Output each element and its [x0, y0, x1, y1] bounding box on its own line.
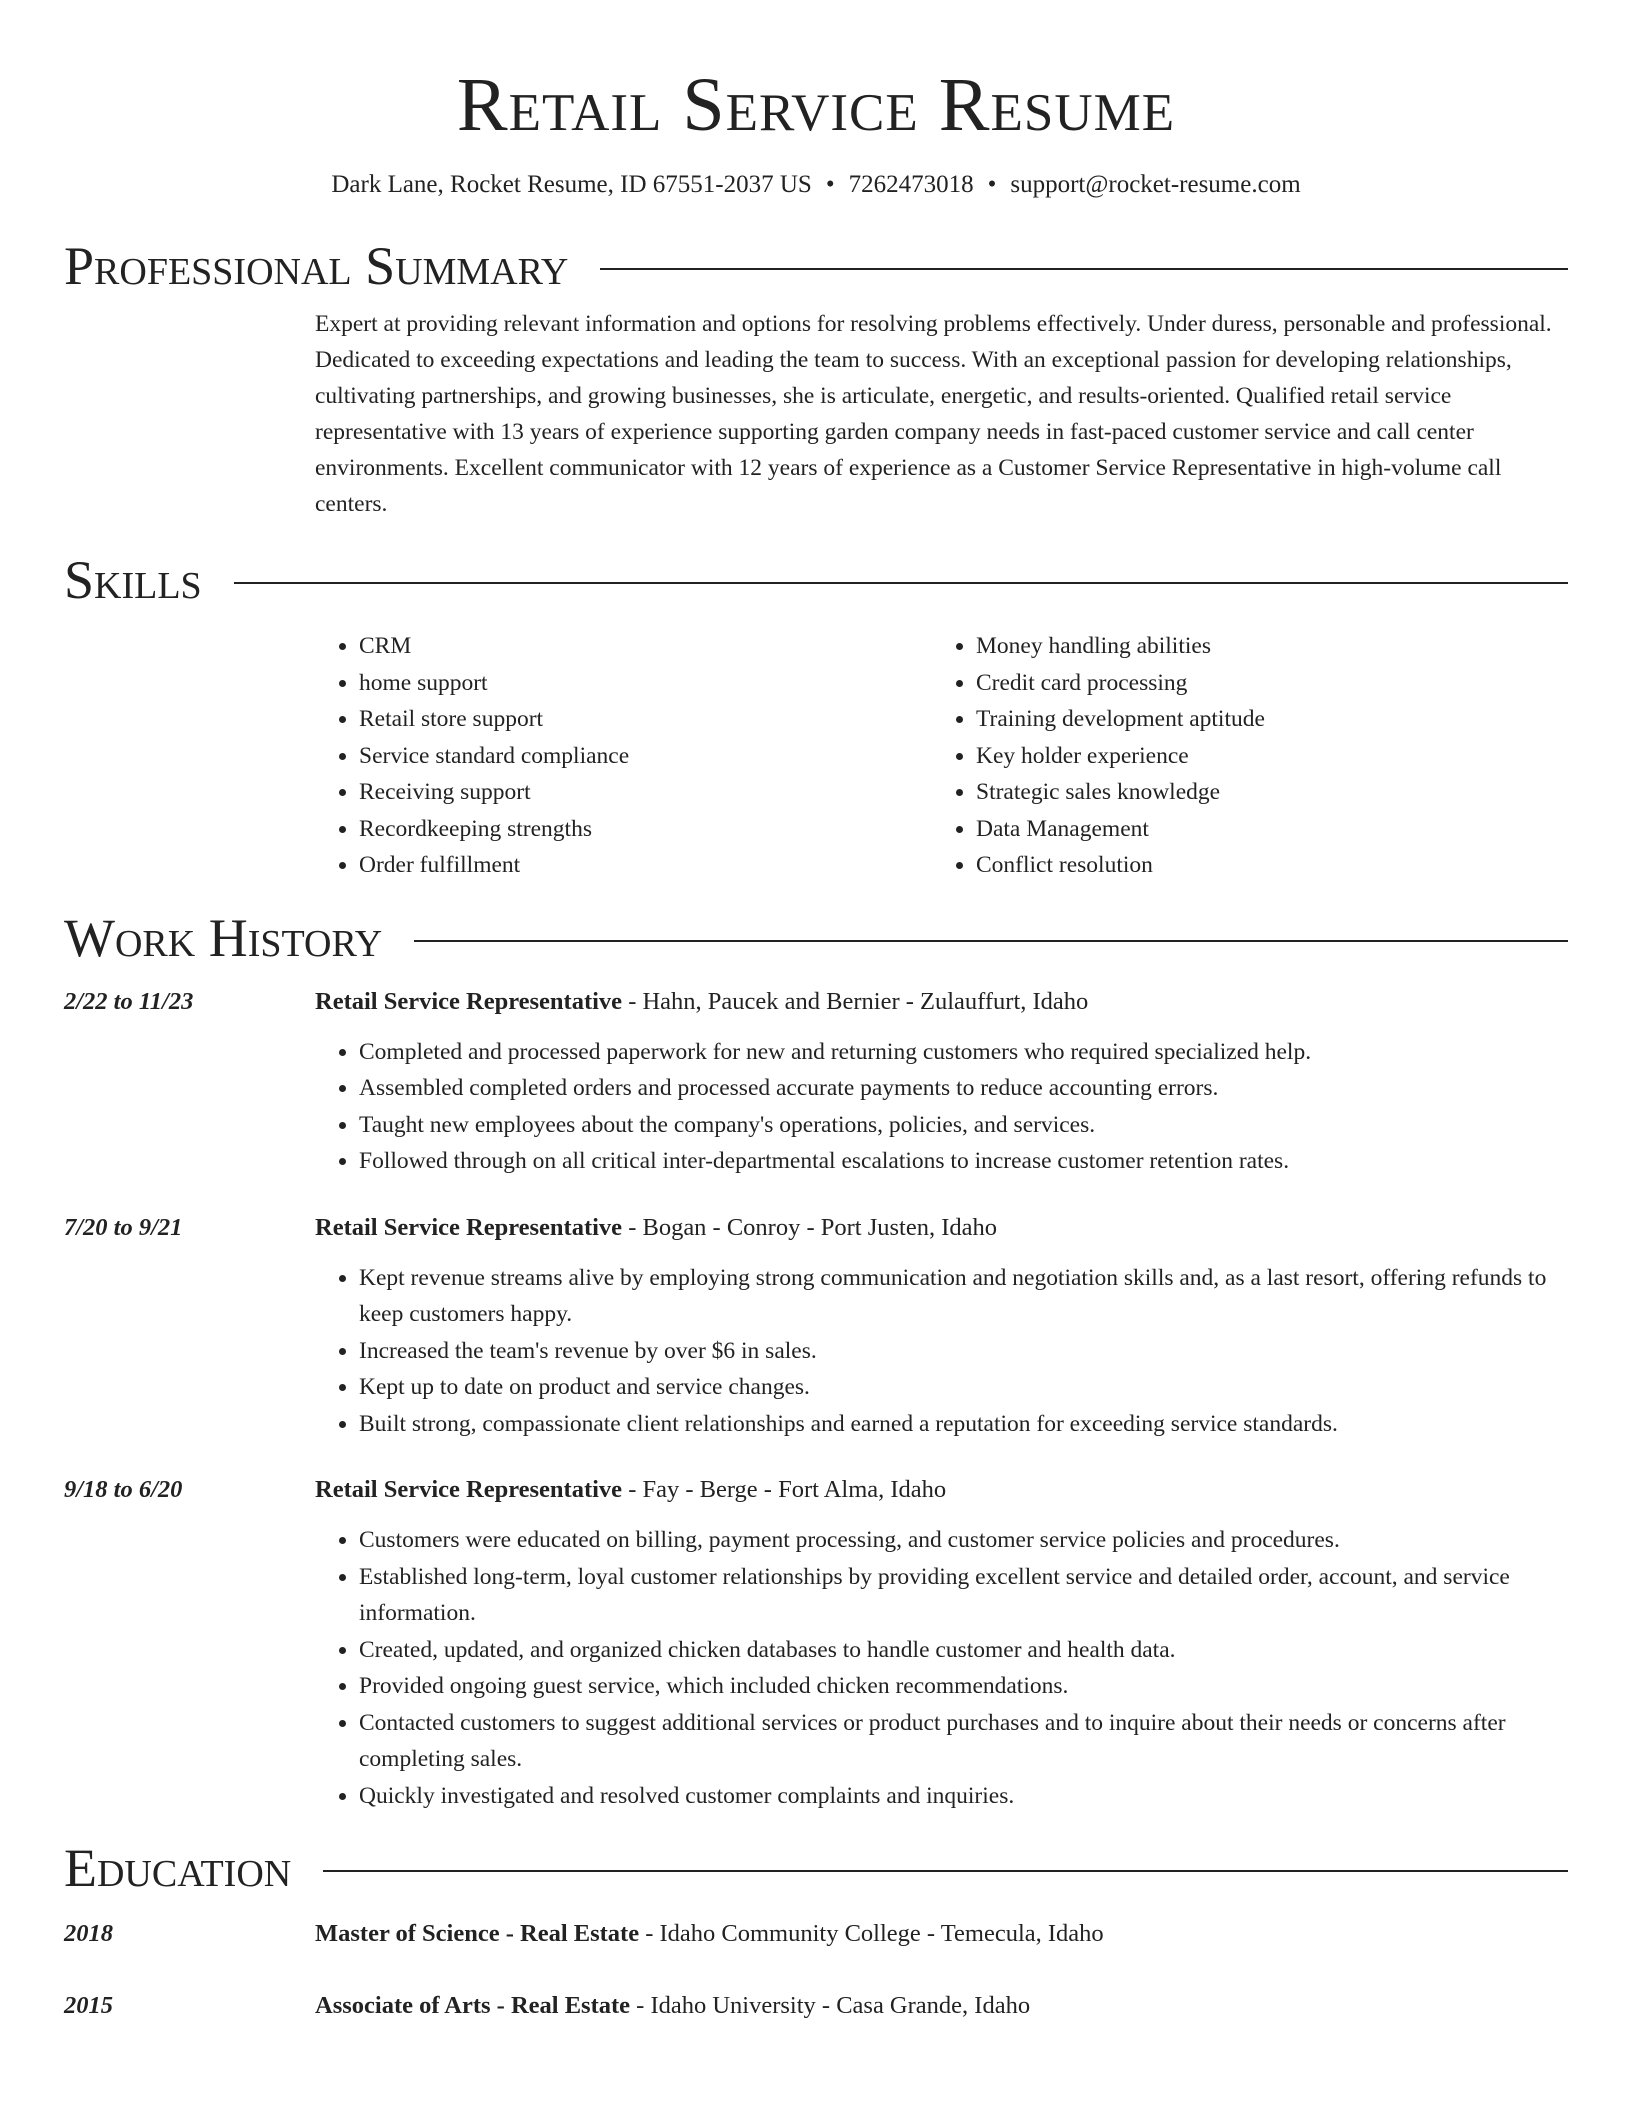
job-bullets — [315, 1260, 1568, 1443]
job-bullet: • Created, updated, and organized chicken databases to handle customer and health data. — [359, 1632, 1568, 1669]
education-degree: Master of Science - Real Estate — [315, 1920, 640, 1947]
section-divider — [414, 940, 1568, 942]
skill-item: • CRM — [359, 628, 932, 665]
job-bullet: • Followed through on all critical inter-departmental escalations to increase customer retention rates. — [359, 1143, 1568, 1180]
education-degree-line — [315, 1988, 1030, 2024]
skill-item: • home support — [359, 665, 932, 702]
job-details: - Fay - Berge - Fort Alma, Idaho — [622, 1476, 947, 1503]
summary-header — [64, 230, 1568, 302]
job-header — [64, 1472, 1568, 1508]
skill-item: • Money handling abilities — [976, 628, 1265, 665]
job-entry — [64, 984, 1568, 1180]
education-details: - Idaho Community College - Temecula, Idaho — [639, 1920, 1104, 1947]
resume-page — [64, 0, 1568, 2112]
work-title: Work History — [64, 907, 383, 968]
skill-item: • Order fulfillment — [359, 847, 932, 884]
skill-item: • Conflict resolution — [976, 847, 1265, 884]
phone: 7262473018 — [848, 171, 974, 198]
summary-section — [64, 230, 1568, 522]
address: Dark Lane, Rocket Resume, ID 67551-2037 US — [331, 171, 812, 198]
summary-text: Expert at providing relevant information and options for resolving problems effectively. Under duress, personable and professional. Dedicated to exceeding expectations and leading the team to success. With an exceptional passion for developing relationships, cultivating partnerships, and growing businesses, she is articulate, energetic, and results-oriented. Qualified retail service representative with 13 years of experience supporting garden company needs in fast-paced customer service and call center environments. Excellent communicator with 12 years of experience as a Customer Service Representative in high-volume call centers. — [315, 311, 1552, 517]
resume-title: Retail Service Resume — [456, 63, 1176, 147]
job-bullets — [315, 1522, 1568, 1814]
education-section — [64, 1832, 1568, 2024]
skills-header — [64, 544, 1568, 616]
job-body — [315, 1260, 1568, 1443]
education-year: 2015 — [64, 1992, 113, 2019]
education-title: Education — [64, 1838, 292, 1898]
summary-title: Professional Summary — [64, 236, 569, 296]
education-entry — [64, 1916, 1568, 1952]
job-header — [64, 1210, 1568, 1246]
job-bullet: • Assembled completed orders and processed accurate payments to reduce accounting errors. — [359, 1070, 1568, 1107]
job-dates: 7/20 to 9/21 — [64, 1213, 183, 1241]
job-title — [315, 1210, 997, 1246]
education-degree-line — [315, 1916, 1104, 1952]
job-body — [315, 1034, 1568, 1180]
job-role: Retail Service Representative — [315, 1213, 623, 1241]
job-details: - Bogan - Conroy - Port Justen, Idaho — [622, 1213, 998, 1241]
job-bullet: • Taught new employees about the company's operations, policies, and services. — [359, 1107, 1568, 1144]
job-bullets — [315, 1034, 1568, 1180]
job-header — [64, 984, 1568, 1020]
job-dates: 9/18 to 6/20 — [64, 1476, 183, 1503]
job-entry — [64, 1472, 1568, 1814]
work-section — [64, 902, 1568, 1815]
section-divider — [323, 1870, 1568, 1872]
skill-item: • Retail store support — [359, 701, 932, 738]
job-bullet: • Customers were educated on billing, payment processing, and customer service policies and procedures. — [359, 1522, 1568, 1559]
work-header — [64, 902, 1568, 974]
section-divider — [600, 268, 1568, 270]
job-details: - Hahn, Paucek and Bernier - Zulauffurt, Idaho — [622, 987, 1089, 1015]
education-entry — [64, 1988, 1568, 2024]
skill-item: • Service standard compliance — [359, 738, 932, 775]
contact-line — [64, 168, 1568, 202]
job-role: Retail Service Representative — [315, 987, 623, 1015]
job-bullet: • Provided ongoing guest service, which included chicken recommendations. — [359, 1668, 1568, 1705]
summary-body — [315, 306, 1568, 522]
skills-column-left — [315, 628, 932, 884]
contact-separator: • — [987, 171, 997, 198]
job-dates: 2/22 to 11/23 — [64, 987, 194, 1015]
contact-separator: • — [825, 171, 835, 198]
job-title — [315, 984, 1088, 1020]
job-bullet: • Completed and processed paperwork for new and returning customers who required specialized help. — [359, 1034, 1568, 1071]
skills-column-right — [932, 628, 1265, 884]
education-header — [64, 1832, 1568, 1904]
skill-item: • Key holder experience — [976, 738, 1265, 775]
job-bullet: • Kept up to date on product and service changes. — [359, 1369, 1568, 1406]
skill-item: • Credit card processing — [976, 665, 1265, 702]
job-bullet: • Increased the team's revenue by over $6 in sales. — [359, 1333, 1568, 1370]
job-entry — [64, 1210, 1568, 1443]
job-bullet: • Built strong, compassionate client relationships and earned a reputation for exceeding service standards. — [359, 1406, 1568, 1443]
job-bullet: • Contacted customers to suggest additional services or product purchases and to inquire about their needs or concerns after completing sales. — [359, 1705, 1568, 1778]
education-degree: Associate of Arts - Real Estate — [315, 1992, 631, 2019]
skills-title: Skills — [64, 550, 202, 610]
skills-list — [315, 628, 1568, 884]
job-bullet: • Established long-term, loyal customer relationships by providing excellent service and detailed order, account, and service information. — [359, 1559, 1568, 1632]
skills-section — [64, 544, 1568, 884]
email: support@rocket-resume.com — [1010, 171, 1301, 198]
section-divider — [234, 582, 1568, 584]
skill-item: • Data Management — [976, 811, 1265, 848]
education-details: - Idaho University - Casa Grande, Idaho — [630, 1992, 1031, 2019]
skill-item: • Training development aptitude — [976, 701, 1265, 738]
skill-item: • Receiving support — [359, 774, 932, 811]
job-bullet: • Quickly investigated and resolved customer complaints and inquiries. — [359, 1778, 1568, 1815]
education-year: 2018 — [64, 1920, 113, 1947]
job-bullet: • Kept revenue streams alive by employing strong communication and negotiation skills and, as a last resort, offering refunds to keep customers happy. — [359, 1260, 1568, 1333]
job-title — [315, 1472, 946, 1508]
skill-item: • Recordkeeping strengths — [359, 811, 932, 848]
skill-item: • Strategic sales knowledge — [976, 774, 1265, 811]
job-role: Retail Service Representative — [315, 1476, 623, 1503]
job-body — [315, 1522, 1568, 1814]
